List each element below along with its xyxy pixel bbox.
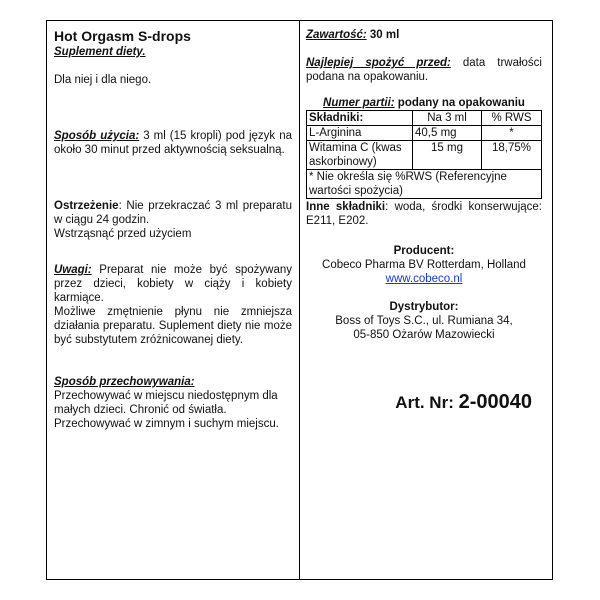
warning-heading: Ostrzeżenie bbox=[54, 200, 119, 212]
storage-section bbox=[54, 375, 292, 431]
table-footnote-row bbox=[307, 170, 542, 199]
batch-label: Numer partii: bbox=[323, 97, 395, 109]
warning-section bbox=[54, 199, 292, 241]
table-cell: 15 mg bbox=[413, 141, 482, 170]
right-column bbox=[306, 28, 542, 413]
left-column bbox=[54, 28, 292, 431]
content-line bbox=[306, 28, 542, 42]
distributor-line1: Boss of Toys S.C., ul. Rumiana 34, bbox=[335, 315, 513, 327]
storage-line2: Przechowywać w zimnym i suchym miejscu. bbox=[54, 418, 279, 430]
distributor-section bbox=[306, 300, 542, 342]
usage-text: 3 ml (15 kropli) pod język na około 30 minut przed aktywnością seksualną. bbox=[54, 130, 292, 156]
article-number-label: Art. Nr: bbox=[395, 393, 454, 412]
audience-text: Dla niej i dla niego. bbox=[54, 74, 152, 86]
producer-section bbox=[306, 244, 542, 286]
table-header-row bbox=[307, 111, 542, 126]
batch-line bbox=[306, 96, 542, 110]
product-subtitle: Suplement diety. bbox=[54, 46, 146, 58]
table-cell: 40,5 mg bbox=[413, 126, 482, 141]
distributor-heading: Dystrybutor: bbox=[389, 301, 459, 313]
notes-section bbox=[54, 263, 292, 347]
best-before-value: data trwałości podana na opakowaniu. bbox=[306, 57, 542, 83]
usage-heading: Sposób użycia: bbox=[54, 130, 140, 142]
warning-line1: : Nie przekraczać 3 ml preparatu w ciągu 24 godzin. bbox=[54, 200, 292, 226]
other-ingredients bbox=[306, 200, 542, 228]
notes-heading: Uwagi: bbox=[54, 264, 92, 276]
batch-value: podany na opakowaniu bbox=[394, 97, 525, 109]
notes-text1: Preparat nie może być spożywany przez dzieci, kobiety w ciąży i kobiety karmiące. bbox=[54, 264, 292, 304]
content-label: Zawartość: bbox=[306, 29, 367, 41]
content-value: 30 ml bbox=[366, 29, 400, 41]
table-row bbox=[307, 141, 542, 170]
table-cell: Witamina C (kwas askorbinowy) bbox=[307, 141, 413, 170]
notes-text2: Możliwe zmętnienie płynu nie zmniejsza działania preparatu. Suplement diety nie może być substytutem zróżnicowanej diety. bbox=[54, 306, 292, 346]
producer-name: Cobeco Pharma BV Rotterdam, Holland bbox=[322, 259, 526, 271]
other-ingredients-value: : woda, środki konserwujące: E211, E202. bbox=[306, 201, 542, 227]
ingredients-table bbox=[306, 110, 542, 199]
article-number-value: 2-00040 bbox=[458, 391, 532, 413]
warning-line2: Wstrząsnąć przed użyciem bbox=[54, 228, 192, 240]
storage-heading: Sposób przechowywania: bbox=[54, 376, 195, 388]
article-number bbox=[306, 392, 542, 413]
table-footnote: * Nie określa się %RWS (Referencyjne wartości spożycia) bbox=[307, 170, 542, 199]
other-ingredients-label: Inne składniki bbox=[306, 201, 386, 213]
distributor-line2: 05-850 Ożarów Mazowiecki bbox=[353, 329, 495, 341]
table-row bbox=[307, 126, 542, 141]
producer-heading: Producent: bbox=[393, 245, 455, 257]
storage-line1: Przechowywać w miejscu niedostępnym dla małych dzieci. Chronić od światła. bbox=[54, 390, 278, 416]
column-divider bbox=[299, 20, 300, 580]
product-title: Hot Orgasm S-drops bbox=[54, 28, 191, 44]
table-cell: L-Arginina bbox=[307, 126, 413, 141]
table-cell: * bbox=[482, 126, 542, 141]
usage-section bbox=[54, 129, 292, 157]
table-header-cell: Na 3 ml bbox=[413, 111, 482, 126]
best-before-label: Najlepiej spożyć przed: bbox=[306, 57, 451, 69]
producer-link[interactable]: www.cobeco.nl bbox=[385, 273, 463, 285]
table-cell: 18,75% bbox=[482, 141, 542, 170]
table-header-cell: Składniki: bbox=[307, 111, 413, 126]
table-header-cell: % RWS bbox=[482, 111, 542, 126]
best-before-line bbox=[306, 56, 542, 84]
